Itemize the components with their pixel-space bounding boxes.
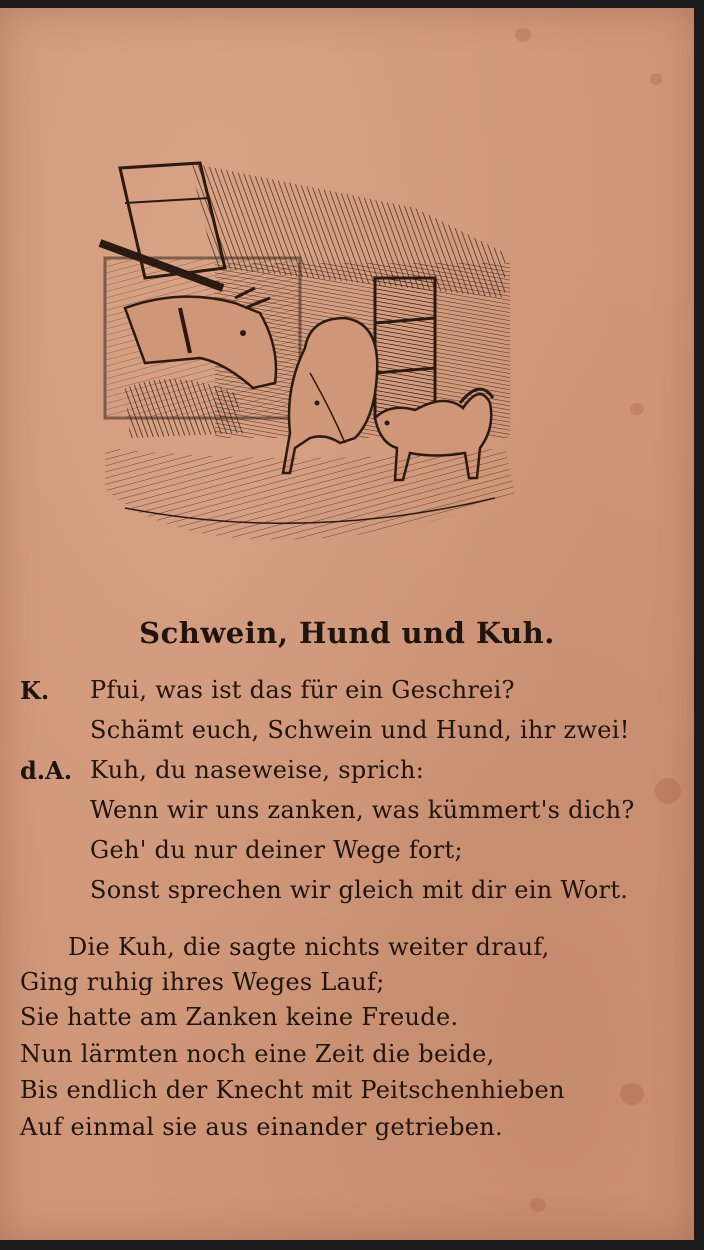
- poem-line: Wenn wir uns zanken, was kümmert's dich?: [90, 796, 635, 824]
- poem-line: Kuh, du naseweise, sprich:: [90, 756, 425, 784]
- poem-line: Bis endlich der Knecht mit Peitschenhieben: [20, 1076, 565, 1104]
- poem-line: Pfui, was ist das für ein Geschrei?: [90, 676, 515, 704]
- poem-line: Sie hatte am Zanken keine Freude.: [20, 1003, 459, 1031]
- poem-line: Geh' du nur deiner Wege fort;: [90, 836, 463, 864]
- paper-stain: [620, 1083, 644, 1105]
- ground: [105, 448, 515, 540]
- poem-line: Die Kuh, die sagte nichts weiter drauf,: [68, 933, 550, 961]
- poem-line: Schämt euch, Schwein und Hund, ihr zwei!: [90, 716, 630, 744]
- paper-stain: [630, 403, 644, 415]
- poem-line: Auf einmal sie aus einander getrieben.: [20, 1113, 503, 1141]
- poem-line: Ging ruhig ihres Weges Lauf;: [20, 968, 385, 996]
- stable-illustration: [85, 148, 525, 558]
- poem-line: Sonst sprechen wir gleich mit dir ein Wort.: [90, 876, 629, 904]
- book-page: [0, 8, 694, 1240]
- speaker-label: K.: [20, 676, 50, 705]
- poem-title: Schwein, Hund und Kuh.: [139, 616, 555, 650]
- paper-stain: [650, 73, 662, 85]
- stable-door: [375, 278, 435, 418]
- speaker-label: d.A.: [20, 756, 73, 785]
- paper-stain: [515, 28, 531, 42]
- paper-stain: [655, 778, 681, 804]
- poem-line: Nun lärmten noch eine Zeit die beide,: [20, 1040, 495, 1068]
- paper-stain: [530, 1198, 546, 1212]
